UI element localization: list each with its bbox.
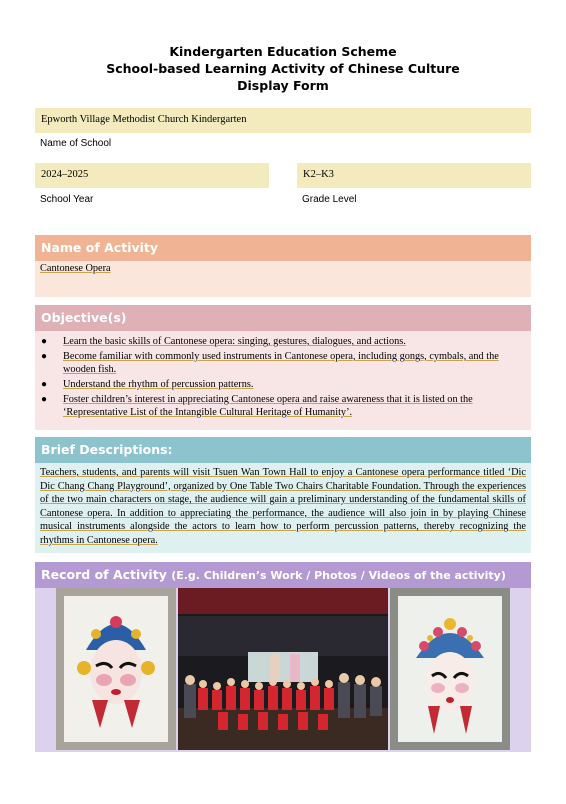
objectives-section xyxy=(35,331,531,430)
record-heading-title: Record of Activity xyxy=(41,567,167,582)
objectives-list xyxy=(35,331,531,419)
bullet-icon: ● xyxy=(41,394,48,405)
activity-heading: Name of Activity xyxy=(35,235,531,261)
objectives-heading: Objective(s) xyxy=(35,305,531,331)
bullet-icon: ● xyxy=(41,379,48,390)
grade-level-label: Grade Level xyxy=(302,194,357,205)
school-year-label: School Year xyxy=(40,194,94,205)
record-heading-subtitle: (E.g. Children’s Work / Photos / Videos of the activity) xyxy=(171,569,506,582)
school-name-label: Name of School xyxy=(40,138,112,149)
description-text: Teachers, students, and parents will visit Tsuen Wan Town Hall to enjoy a Cantonese opera performance titled ‘Dic Dic Chang Chang Playground’, organized by One Table Two Chairs Charitable Foundation. Through the experiences of the two main characters on stage, the audience will gain a preliminary understanding of the fundamental skills of Cantonese opera. In addition to appreciating the performance, the audience will also join in by playing Chinese musical instruments alongside the actors to learn how to perform percussion patterns, thereby recognizing the rhythms in Cantonese opera. xyxy=(40,467,526,546)
record-heading xyxy=(35,562,531,588)
objective-item: ● Understand the rhythm of percussion patterns. xyxy=(41,379,254,390)
description-section xyxy=(35,463,531,553)
opera-mask-artwork-photo xyxy=(56,588,176,750)
school-name-field: Epworth Village Methodist Church Kindergarten xyxy=(35,108,531,133)
bullet-icon: ● xyxy=(41,336,48,347)
school-year-field: 2024–2025 xyxy=(35,163,269,188)
opera-mask-artwork xyxy=(56,588,176,750)
objective-item: ● Learn the basic skills of Cantonese opera: singing, gestures, dialogues, and actions. xyxy=(41,336,406,347)
opera-mask-artwork xyxy=(390,588,510,750)
description-heading: Brief Descriptions: xyxy=(35,437,531,463)
activity-section xyxy=(35,261,531,297)
opera-mask-artwork-photo-2 xyxy=(390,588,510,750)
group-photo xyxy=(178,588,388,750)
grade-level-field: K2–K3 xyxy=(297,163,531,188)
group-stage-photo xyxy=(178,588,388,750)
form-title-line2: School-based Learning Activity of Chinese Culture xyxy=(106,61,460,76)
form-title-line3: Display Form xyxy=(237,78,329,93)
activity-name: Cantonese Opera xyxy=(40,263,111,274)
objective-item: ● Become familiar with commonly used instruments in Cantonese opera, including gongs, cymbals, and the wooden fish. xyxy=(41,351,499,375)
bullet-icon: ● xyxy=(41,351,48,362)
form-title-line1: Kindergarten Education Scheme xyxy=(169,44,397,59)
objective-item: ● Foster children’s interest in appreciating Cantonese opera and raise awareness that it is listed on the ‘Representative List of the Intangible Cultural Heritage of Humanity’. xyxy=(41,394,473,418)
